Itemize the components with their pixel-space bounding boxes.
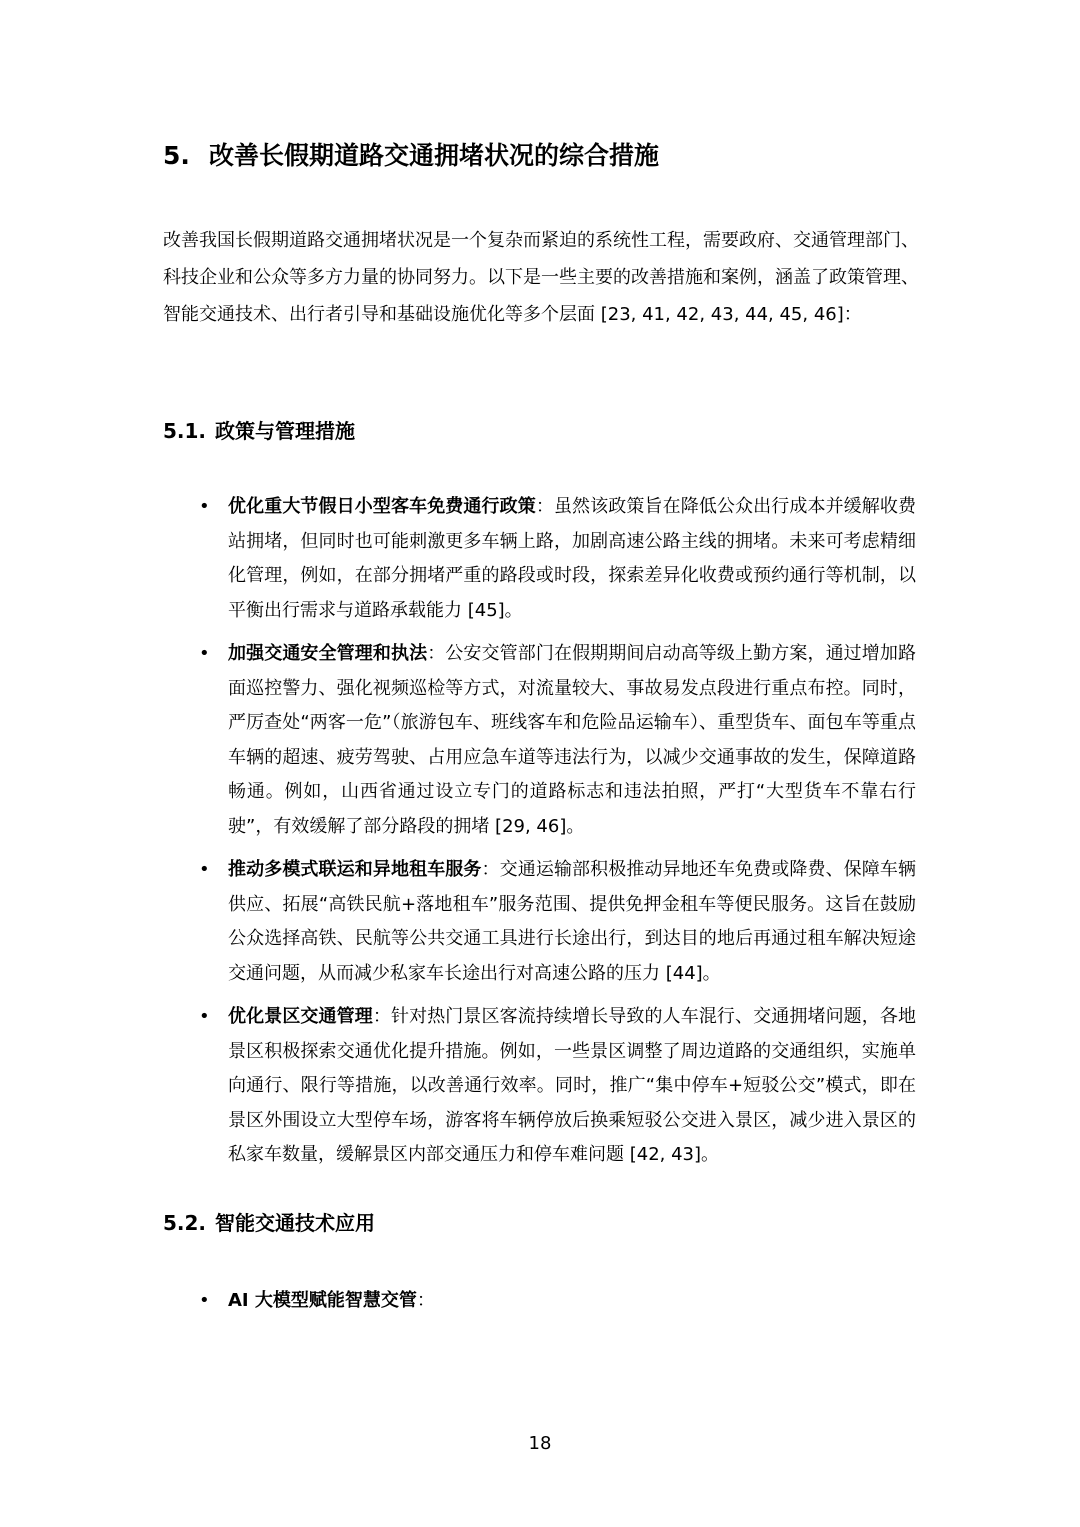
bullet-icon: •	[199, 496, 210, 517]
bullet-icon: •	[199, 643, 210, 664]
list-item	[0, 637, 916, 844]
list-item	[0, 1284, 916, 1319]
list-item-title: 优化景区交通管理	[228, 1006, 373, 1027]
policy-measures-list	[0, 490, 1080, 1182]
subsection-title: 智能交通技术应用	[215, 1211, 375, 1235]
list-item-title: 优化重大节假日小型客车免费通行政策	[228, 496, 536, 517]
list-item-title: 推动多模式联运和异地租车服务	[228, 859, 482, 880]
list-item-text: ：	[416, 1290, 435, 1311]
bullet-icon: •	[199, 1290, 210, 1311]
list-item-title: AI 大模型赋能智慧交管	[228, 1290, 417, 1311]
list-item-text: ：虽然该政策旨在降低公众出行成本并缓解收费站拥堵，但同时也可能刺激更多车辆上路，加剧高速公路主线的拥堵。未来可考虑精细化管理，例如，在部分拥堵严重的路段或时段，探索差异化收费或预约通行等机制，以平衡出行需求与道路承载能力 [45]。	[228, 496, 917, 621]
list-item-text: ：交通运输部积极推动异地还车免费或降费、保障车辆供应、拓展“高铁民航+落地租车”服务范围、提供免押金租车等便民服务。这旨在鼓励公众选择高铁、民航等公共交通工具进行长途出行，到达目的地后再通过租车解决短途交通问题，从而减少私家车长途出行对高速公路的压力 [44]。	[228, 859, 916, 984]
subsection-number: 5.1.	[163, 419, 207, 443]
subsection-heading-smart-traffic	[163, 1206, 923, 1240]
page-number: 18	[528, 1433, 552, 1454]
section-intro-paragraph: 改善我国长假期道路交通拥堵状况是一个复杂而紧迫的系统性工程，需要政府、交通管理部门、科技企业和公众等多方力量的协同努力。以下是一些主要的改善措施和案例，涵盖了政策管理、智能交通技术、出行者引导和基础设施优化等多个层面 [23, 41, 42, 43, 44, 45, 46]：	[163, 230, 919, 325]
bullet-icon: •	[199, 859, 210, 880]
section-heading	[163, 136, 923, 176]
subsection-title: 政策与管理措施	[215, 419, 355, 443]
list-item	[0, 1000, 916, 1173]
list-item-text: ：针对热门景区客流持续增长导致的人车混行、交通拥堵问题，各地景区积极探索交通优化提升措施。例如，一些景区调整了周边道路的交通组织，实施单向通行、限行等措施，以改善通行效率。同时，推广“集中停车+短驳公交”模式，即在景区外围设立大型停车场，游客将车辆停放后换乘短驳公交进入景区，减少进入景区的私家车数量，缓解景区内部交通压力和停车难问题 [42, 43]。	[228, 1006, 917, 1165]
section-number: 5.	[163, 141, 190, 170]
subsection-number: 5.2.	[163, 1211, 207, 1235]
list-item-text: ：公安交管部门在假期期间启动高等级上勤方案，通过增加路面巡控警力、强化视频巡检等方式，对流量较大、事故易发点段进行重点布控。同时，严厉查处“两客一危”（旅游包车、班线客车和危险品运输车）、重型货车、面包车等重点车辆的超速、疲劳驾驶、占用应急车道等违法行为，以减少交通事故的发生，保障道路畅通。例如，山西省通过设立专门的道路标志和违法拍照，严打“大型货车不靠右行驶”，有效缓解了部分路段的拥堵 [29, 46]。	[228, 643, 917, 837]
bullet-icon: •	[199, 1006, 210, 1027]
smart-traffic-list	[0, 1284, 1080, 1328]
list-item	[0, 490, 916, 628]
list-item-title: 加强交通安全管理和执法	[228, 643, 428, 664]
section-title: 改善长假期道路交通拥堵状况的综合措施	[209, 141, 660, 170]
subsection-heading-policy	[163, 414, 923, 448]
list-item	[0, 853, 916, 991]
